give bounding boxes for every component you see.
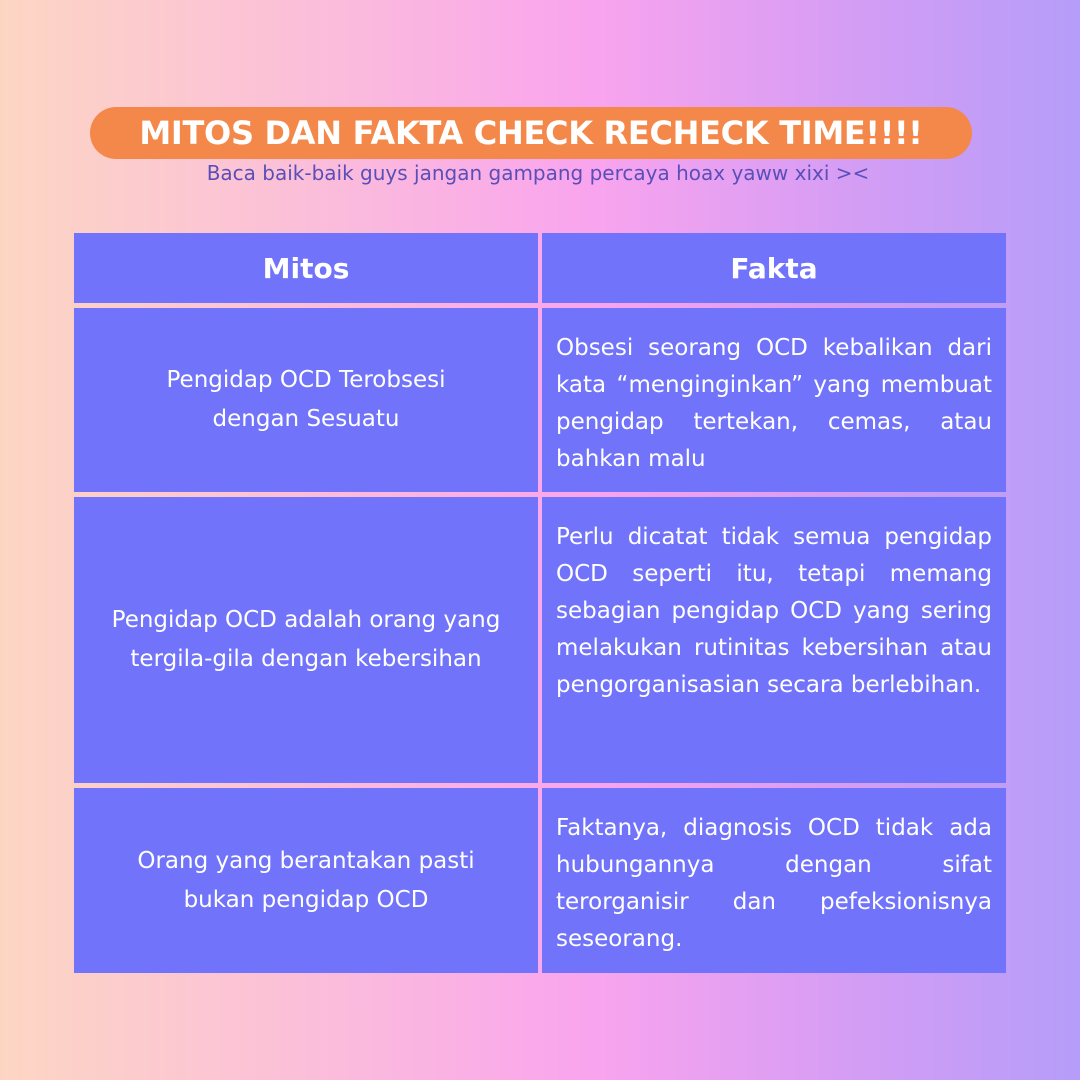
page-title: MITOS DAN FAKTA CHECK RECHECK TIME!!!!	[139, 114, 923, 152]
title-banner	[90, 107, 972, 159]
myth-text: Orang yang berantakan pasti bukan pengidap OCD	[137, 847, 475, 913]
myth-text: Pengidap OCD adalah orang yang tergila-gila dengan kebersihan	[111, 607, 501, 672]
fact-text: Faktanya, diagnosis OCD tidak ada hubungannya dengan sifat terorganisir dan pefeksionisnya seseorang.	[556, 815, 992, 952]
myth-fact-table	[74, 233, 1006, 973]
fact-text: Perlu dicatat tidak semua pengidap OCD seperti itu, tetapi memang sebagian pengidap OCD yang sering melakukan rutinitas kebersihan atau pengorganisasian secara berlebihan.	[556, 524, 992, 698]
myth-text: Pengidap OCD Terobsesi dengan Sesuatu	[166, 367, 446, 432]
myth-cell	[74, 497, 538, 783]
fact-cell	[542, 308, 1006, 492]
myth-cell	[74, 788, 538, 973]
page-subtitle: Baca baik-baik guys jangan gampang percaya hoax yaww xixi ><	[206, 161, 870, 185]
column-header-mitos: Mitos	[74, 233, 538, 303]
myth-cell	[74, 308, 538, 492]
fact-cell	[542, 788, 1006, 973]
fact-text: Obsesi seorang OCD kebalikan dari kata “menginginkan” yang membuat pengidap tertekan, cemas, atau bahkan malu	[556, 335, 992, 472]
column-header-fakta: Fakta	[542, 233, 1006, 303]
fact-cell	[542, 497, 1006, 783]
